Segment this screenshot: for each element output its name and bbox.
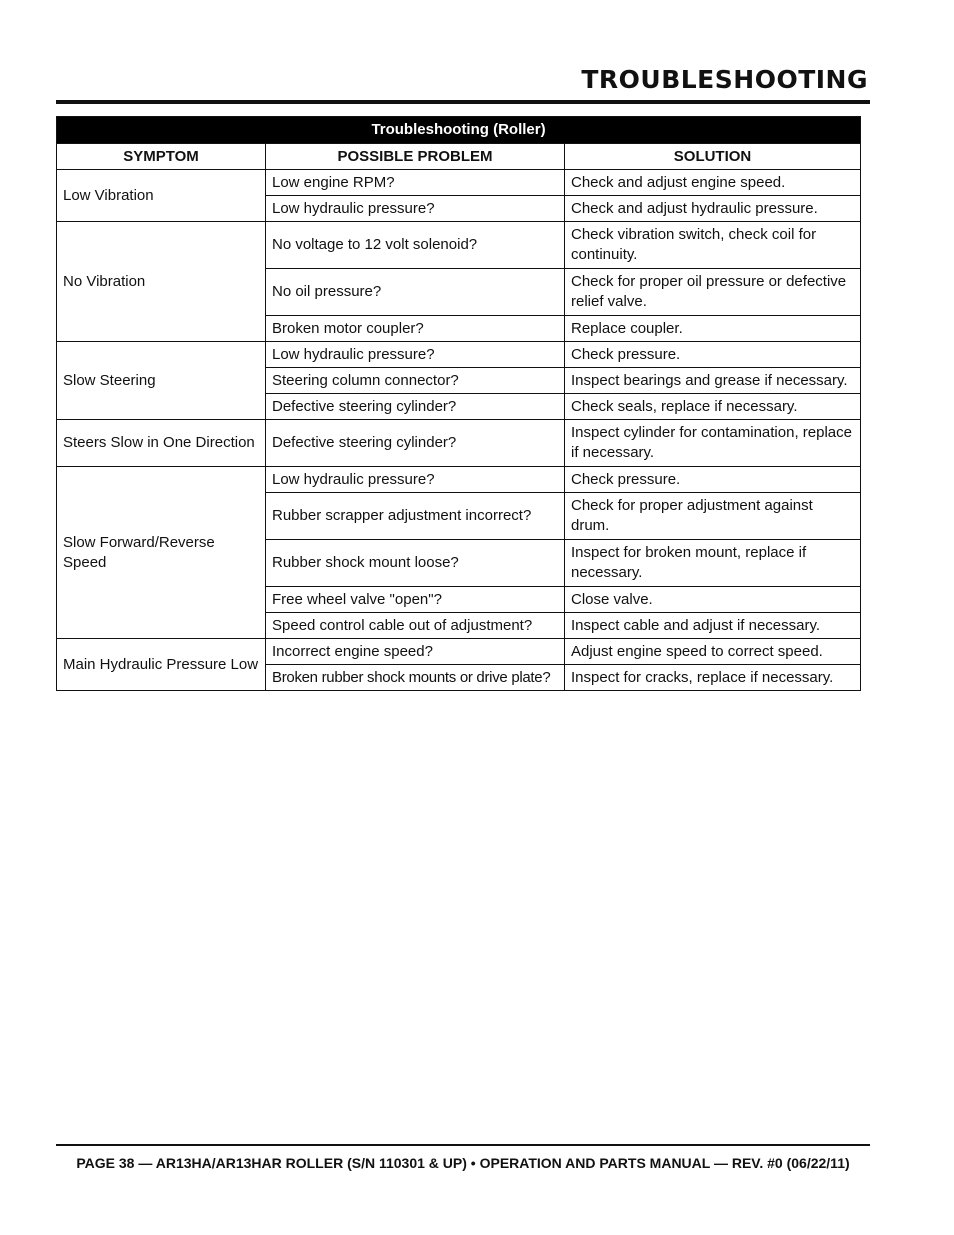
problem-cell: Incorrect engine speed?	[266, 639, 565, 665]
table-row	[57, 420, 861, 467]
page-footer: PAGE 38 — AR13HA/AR13HAR ROLLER (S/N 110301 & UP) • OPERATION AND PARTS MANUAL — REV. #0 (06/22/11)	[76, 1155, 850, 1171]
solution-cell: Adjust engine speed to correct speed.	[565, 639, 861, 665]
table-row	[57, 170, 861, 196]
solution-cell: Check pressure.	[565, 467, 861, 493]
symptom-cell: Slow Forward/Reverse Speed	[57, 467, 266, 639]
problem-cell: No voltage to 12 volt solenoid?	[266, 222, 565, 269]
column-header-possible-problem: POSSIBLE PROBLEM	[266, 144, 565, 170]
solution-cell: Replace coupler.	[565, 316, 861, 342]
symptom-cell: No Vibration	[57, 222, 266, 342]
column-header-solution: SOLUTION	[565, 144, 861, 170]
table-row	[57, 342, 861, 368]
symptom-cell: Steers Slow in One Direction	[57, 420, 266, 467]
title-rule	[56, 100, 870, 104]
solution-cell: Check and adjust engine speed.	[565, 170, 861, 196]
page-title: TROUBLESHOOTING	[581, 65, 868, 94]
problem-cell: No oil pressure?	[266, 269, 565, 316]
problem-cell: Low hydraulic pressure?	[266, 196, 565, 222]
solution-cell: Check for proper oil pressure or defective relief valve.	[565, 269, 861, 316]
table-row	[57, 222, 861, 269]
solution-cell: Inspect cable and adjust if necessary.	[565, 613, 861, 639]
column-header-symptom: SYMPTOM	[57, 144, 266, 170]
symptom-cell: Slow Steering	[57, 342, 266, 420]
problem-cell: Defective steering cylinder?	[266, 394, 565, 420]
problem-cell: Broken rubber shock mounts or drive plate?	[266, 665, 565, 691]
solution-cell: Check and adjust hydraulic pressure.	[565, 196, 861, 222]
solution-cell: Inspect bearings and grease if necessary.	[565, 368, 861, 394]
solution-cell: Close valve.	[565, 587, 861, 613]
problem-cell: Defective steering cylinder?	[266, 420, 565, 467]
solution-cell: Check for proper adjustment against drum.	[565, 493, 861, 540]
problem-cell: Low engine RPM?	[266, 170, 565, 196]
problem-cell: Rubber shock mount loose?	[266, 540, 565, 587]
problem-cell: Low hydraulic pressure?	[266, 342, 565, 368]
solution-cell: Inspect cylinder for contamination, replace if necessary.	[565, 420, 861, 467]
table-row	[57, 467, 861, 493]
problem-cell: Broken motor coupler?	[266, 316, 565, 342]
symptom-cell: Main Hydraulic Pressure Low	[57, 639, 266, 691]
solution-cell: Check seals, replace if necessary.	[565, 394, 861, 420]
solution-cell: Check pressure.	[565, 342, 861, 368]
table-caption: Troubleshooting (Roller)	[57, 117, 861, 144]
troubleshooting-table	[56, 116, 861, 691]
problem-cell: Steering column connector?	[266, 368, 565, 394]
solution-cell: Inspect for cracks, replace if necessary.	[565, 665, 861, 691]
footer-rule	[56, 1144, 870, 1146]
solution-cell: Inspect for broken mount, replace if necessary.	[565, 540, 861, 587]
table-row	[57, 639, 861, 665]
solution-cell: Check vibration switch, check coil for continuity.	[565, 222, 861, 269]
problem-cell: Speed control cable out of adjustment?	[266, 613, 565, 639]
problem-cell: Free wheel valve "open"?	[266, 587, 565, 613]
symptom-cell: Low Vibration	[57, 170, 266, 222]
problem-cell: Low hydraulic pressure?	[266, 467, 565, 493]
problem-cell: Rubber scrapper adjustment incorrect?	[266, 493, 565, 540]
